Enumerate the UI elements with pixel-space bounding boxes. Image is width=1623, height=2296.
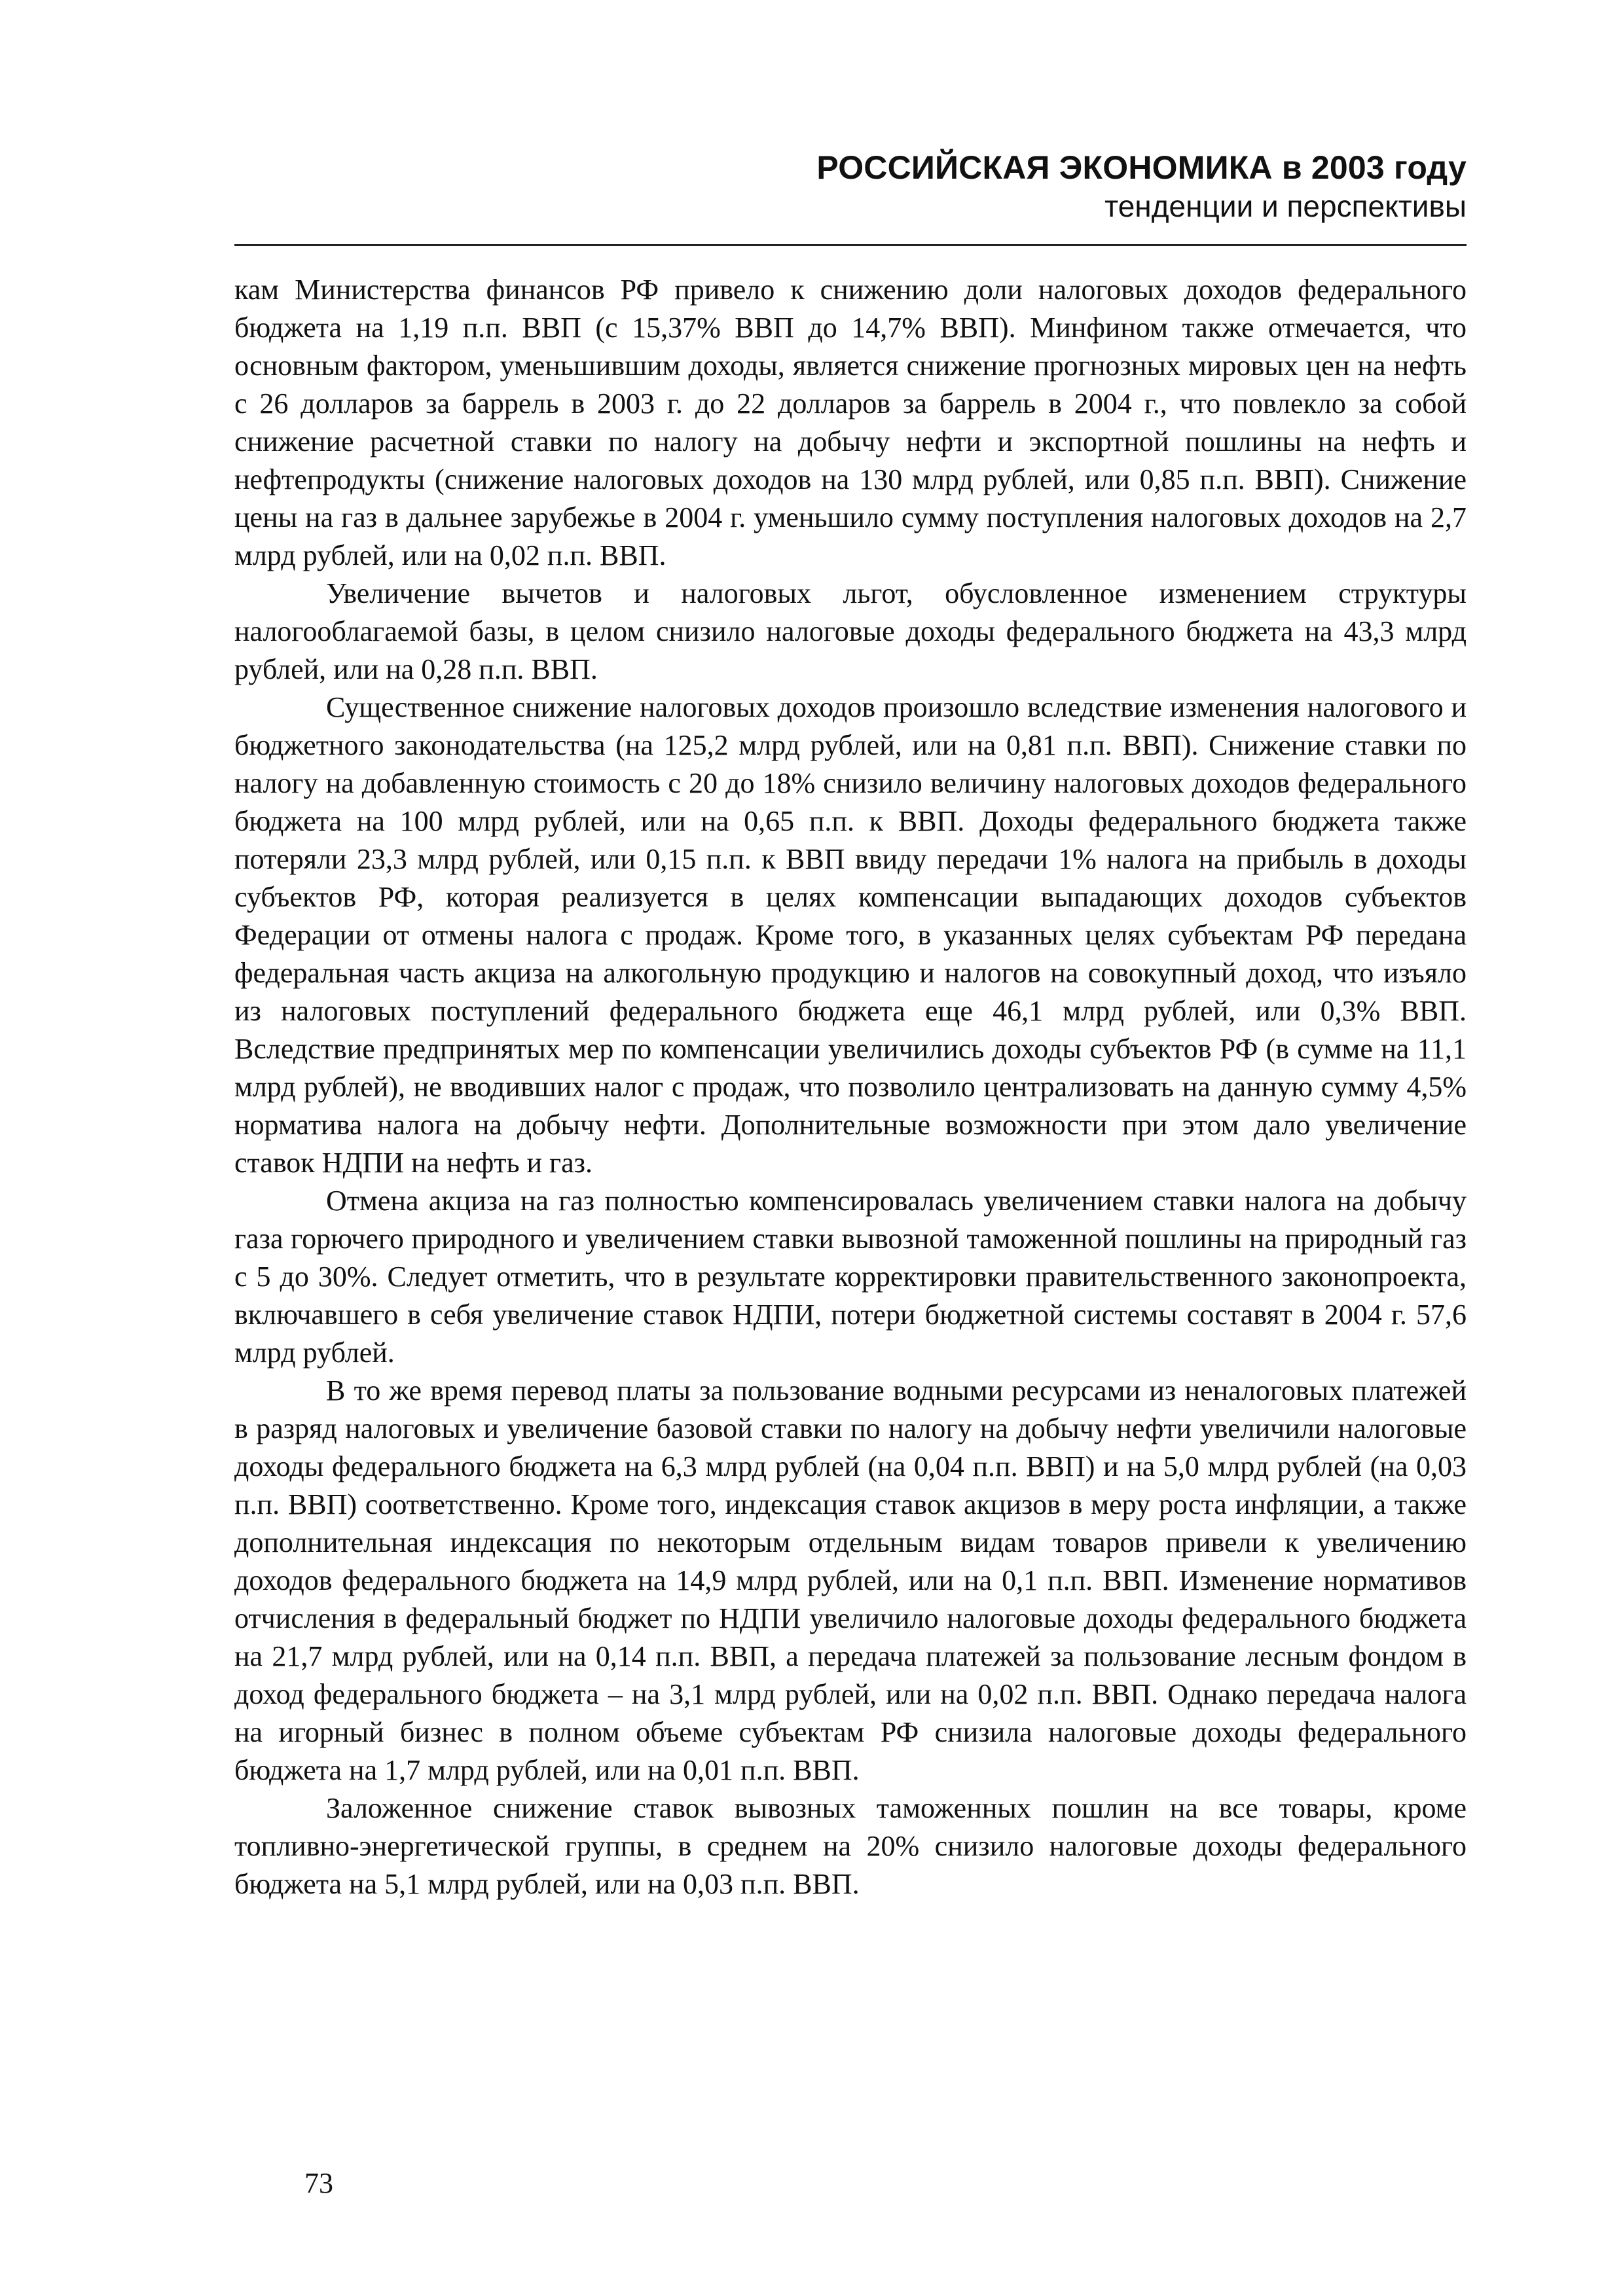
header-subtitle: тенденции и перспективы: [1104, 189, 1467, 223]
paragraph-continuation: кам Министерства финансов РФ привело к снижению доли налоговых доходов федерального бюджета на 1,19 п.п. ВВП (с 15,37% ВВП до 14,7% ВВП). Минфином также отмечается, что основным фактором, уменьшившим доходы, является снижение прогнозных мировых цен на нефть с 26 долларов за баррель в 2003 г. до 22 долларов за баррель в 2004 г., что повлекло за собой снижение расчетной ставки по налогу на добычу нефти и экспортной пошлины на нефть и нефтепродукты (снижение налоговых доходов на 130 млрд рублей, или 0,85 п.п. ВВП). Снижение цены на газ в дальнее зарубежье в 2004 г. уменьшило сумму поступления налоговых доходов на 2,7 млрд рублей, или на 0,02 п.п. ВВП.: [234, 274, 1467, 571]
paragraph: В то же время перевод платы за пользование водными ресурсами из неналоговых платежей в разряд налоговых и увеличение базовой ставки по налогу на добычу нефти увеличили налоговые доходы федерального бюджета на 6,3 млрд рублей (на 0,04 п.п. ВВП) и на 5,0 млрд рублей (на 0,03 п.п. ВВП) соответственно. Кроме того, индексация ставок акцизов в меру роста инфляции, а также дополнительная индексация по некоторым отдельным видам товаров привели к увеличению доходов федерального бюджета на 14,9 млрд рублей, или на 0,1 п.п. ВВП. Изменение нормативов отчисления в федеральный бюджет по НДПИ увеличило налоговые доходы федерального бюджета на 21,7 млрд рублей, или на 0,14 п.п. ВВП, а передача платежей за пользование лесным фондом в доход федерального бюджета – на 3,1 млрд рублей, или на 0,02 п.п. ВВП. Однако передача налога на игорный бизнес в полном объеме субъектам РФ снизила налоговые доходы федерального бюджета на 1,7 млрд рублей, или на 0,01 п.п. ВВП.: [234, 1374, 1467, 1786]
header-title: РОССИЙСКАЯ ЭКОНОМИКА в 2003 году: [816, 149, 1467, 186]
paragraph: Заложенное снижение ставок вывозных таможенных пошлин на все товары, кроме топливно-энергетической группы, в среднем на 20% снизило налоговые доходы федерального бюджета на 5,1 млрд рублей, или на 0,03 п.п. ВВП.: [234, 1792, 1467, 1900]
paragraph: Отмена акциза на газ полностью компенсировалась увеличением ставки налога на добычу газа горючего природного и увеличением ставки вывозной таможенной пошлины на природный газ с 5 до 30%. Следует отметить, что в результате корректировки правительственного законопроекта, включавшего в себя увеличение ставок НДПИ, потери бюджетной системы составят в 2004 г. 57,6 млрд рублей.: [234, 1185, 1467, 1369]
header-divider: [234, 244, 1467, 246]
paragraph: Увеличение вычетов и налоговых льгот, обусловленное изменением структуры налогооблагаемой базы, в целом снизило налоговые доходы федерального бюджета на 43,3 млрд рублей, или на 0,28 п.п. ВВП.: [234, 577, 1467, 685]
page-body: [234, 271, 1467, 1903]
paragraph: Существенное снижение налоговых доходов произошло вследствие изменения налогового и бюджетного законодательства (на 125,2 млрд рублей, или на 0,81 п.п. ВВП). Снижение ставки по налогу на добавленную стоимость с 20 до 18% снизило величину налоговых доходов федерального бюджета на 100 млрд рублей, или на 0,65 п.п. к ВВП. Доходы федерального бюджета также потеряли 23,3 млрд рублей, или 0,15 п.п. к ВВП ввиду передачи 1% налога на прибыль в доходы субъектов РФ, которая реализуется в целях компенсации выпадающих доходов субъектов Федерации от отмены налога с продаж. Кроме того, в указанных целях субъектам РФ передана федеральная часть акциза на алкогольную продукцию и налогов на совокупный доход, что изъяло из налоговых поступлений федерального бюджета еще 46,1 млрд рублей, или 0,3% ВВП. Вследствие предпринятых мер по компенсации увеличились доходы субъектов РФ (в сумме на 11,1 млрд рублей), не вводивших налог с продаж, что позволило централизовать на данную сумму 4,5% норматива налога на добычу нефти. Дополнительные возможности при этом дало увеличение ставок НДПИ на нефть и газ.: [234, 691, 1467, 1179]
running-header: [234, 148, 1467, 224]
page-number: 73: [304, 2167, 333, 2199]
